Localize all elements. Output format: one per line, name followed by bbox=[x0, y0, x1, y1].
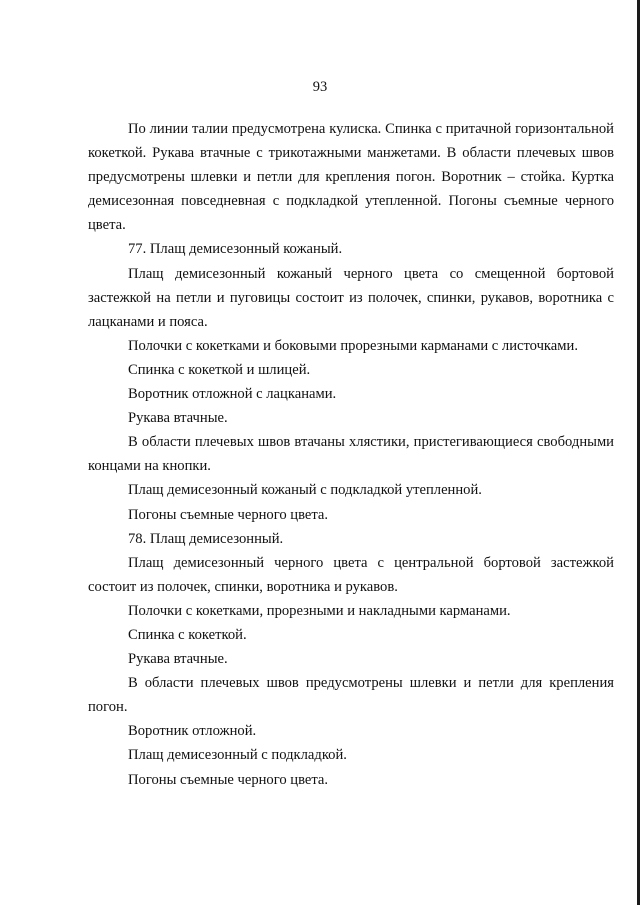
paragraph-epaulets-removable: Погоны съемные черного цвета. bbox=[128, 771, 329, 788]
paragraph-back-yoke: Спинка с кокеткой. bbox=[128, 626, 247, 643]
section-heading-77: 77. Плащ демисезонный кожаный. bbox=[128, 241, 343, 258]
paragraph-leather-coat-description: Плащ демисезонный кожаный черного цвета со смещенной бортовой застежкой на петли и пуговицы состоит из полочек, спинки, рукавов, воротника с лацканами и пояса. bbox=[88, 265, 614, 330]
paragraph-sleeves: Рукава втачные. bbox=[128, 410, 228, 427]
paragraph-collar-turndown: Воротник отложной. bbox=[128, 723, 257, 740]
paragraph-shoulder-tabs: В области плечевых швов втачаны хлястики, пристегивающиеся свободными концами на кнопки. bbox=[88, 434, 614, 475]
paragraph-front-panels: Полочки с кокетками и боковыми прорезными карманами с листочками. bbox=[128, 337, 578, 354]
paragraph-coat-description: Плащ демисезонный черного цвета с центральной бортовой застежкой состоит из полочек, спинки, воротника и рукавов. bbox=[88, 554, 614, 595]
document-body bbox=[88, 117, 614, 792]
paragraph-waist-drawstring: По линии талии предусмотрена кулиска. Спинка с притачной горизонтальной кокеткой. Рукава втачные с трикотажными манжетами. В области плечевых швов предусмотрены шлевки и петли для крепления погон. Воротник – стойка. Куртка демисезонная повседневная с подкладкой утепленной. Погоны съемные черного цвета. bbox=[88, 121, 614, 234]
paragraph-collar: Воротник отложной с лацканами. bbox=[128, 386, 337, 403]
paragraph-front-panels-pockets: Полочки с кокетками, прорезными и накладными карманами. bbox=[128, 602, 511, 619]
page-number: 93 bbox=[312, 79, 328, 95]
paragraph-back: Спинка с кокеткой и шлицей. bbox=[128, 361, 311, 378]
paragraph-coat-lining: Плащ демисезонный с подкладкой. bbox=[128, 747, 347, 764]
section-heading-78: 78. Плащ демисезонный. bbox=[128, 530, 284, 547]
paragraph-lining: Плащ демисезонный кожаный с подкладкой утепленной. bbox=[128, 482, 482, 499]
paragraph-sleeves-set-in: Рукава втачные. bbox=[128, 651, 228, 668]
paragraph-shoulder-loops: В области плечевых швов предусмотрены шлевки и петли для крепления погон. bbox=[88, 675, 614, 716]
paragraph-epaulets: Погоны съемные черного цвета. bbox=[128, 506, 329, 523]
